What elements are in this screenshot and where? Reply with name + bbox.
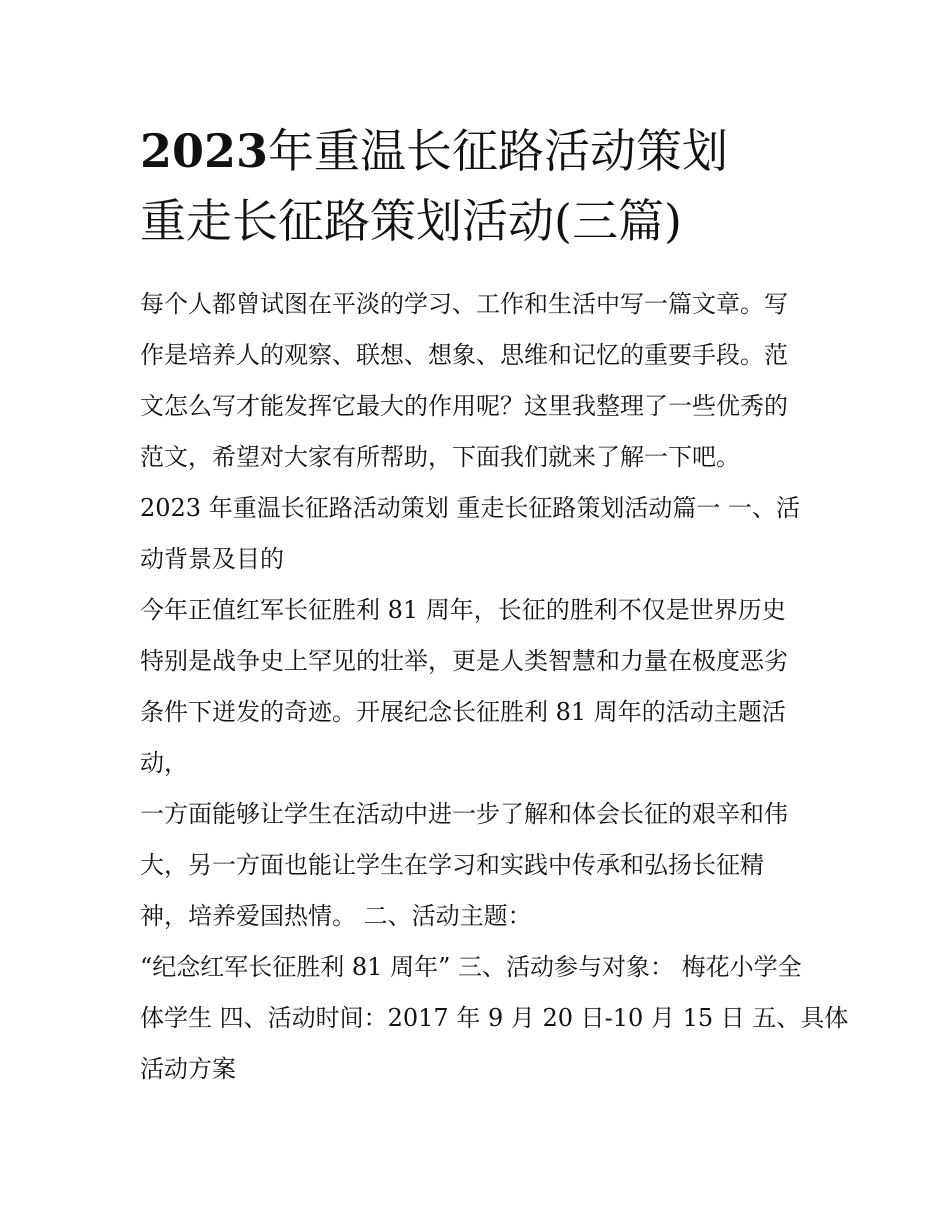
body-line: 今年正值红军长征胜利 81 周年，长征的胜利不仅是世界历史: [140, 596, 786, 624]
body-line: 每个人都曾试图在平淡的学习、工作和生活中写一篇文章。写: [140, 290, 788, 318]
body-line: 特别是战争史上罕见的壮举，更是人类智慧和力量在极度恶劣: [140, 647, 788, 675]
body-line: 体学生 四、活动时间：2017 年 9 月 20 日-10 月 15 日 五、具体: [140, 1004, 849, 1032]
document-body: [140, 279, 849, 1095]
title-year: 2023: [140, 124, 269, 178]
body-line: 神，培养爱国热情。 二、活动主题：: [140, 902, 532, 930]
body-line: 一方面能够让学生在活动中进一步了解和体会长征的艰辛和伟: [140, 800, 788, 828]
body-line: 动，: [140, 749, 188, 777]
body-line: 条件下迸发的奇迹。开展纪念长征胜利 81 周年的活动主题活: [140, 698, 786, 726]
body-line: 动背景及目的: [140, 545, 284, 573]
body-line: 范文，希望对大家有所帮助，下面我们就来了解一下吧。: [140, 443, 740, 471]
document-title: [140, 116, 820, 256]
title-line-1: [140, 116, 820, 186]
body-line: 文怎么写才能发挥它最大的作用呢？这里我整理了一些优秀的: [140, 392, 788, 420]
body-line: 2023 年重温长征路活动策划 重走长征路策划活动篇一 一、活: [140, 494, 800, 522]
body-line: 大，另一方面也能让学生在学习和实践中传承和弘扬长征精: [140, 851, 764, 879]
body-line: 活动方案: [140, 1055, 236, 1083]
body-line: “纪念红军长征胜利 81 周年” 三、活动参与对象： 梅花小学全: [140, 953, 802, 981]
title-line-1-text: 年重温长征路活动策划: [268, 124, 729, 178]
title-line-2: 重走长征路策划活动(三篇): [140, 194, 682, 248]
body-line: 作是培养人的观察、联想、想象、思维和记忆的重要手段。范: [140, 341, 788, 369]
